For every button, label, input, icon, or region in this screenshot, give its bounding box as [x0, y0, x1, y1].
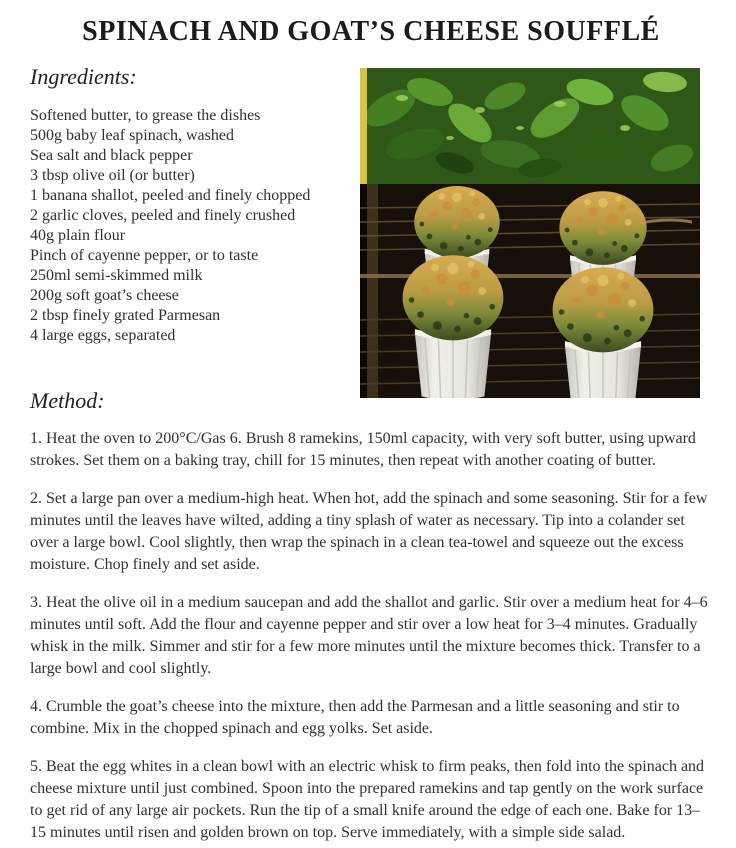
ingredients-and-photo-row — [30, 64, 712, 398]
method-step-3: 3. Heat the olive oil in a medium saucepan and add the shallot and garlic. Stir over a medium heat for 4–6 minutes until soft. Add the flour and cayenne pepper and stir over a low heat for 3–4 minutes. Gradually whisk in the milk. Simmer and stir for a few more minutes until the mixture becomes thick. Transfer to a large bowl and cool slightly. — [30, 594, 708, 677]
ingredient-item: 3 tbsp olive oil (or butter) — [30, 167, 195, 184]
ingredients-list — [30, 106, 360, 346]
ingredient-item: 40g plain flour — [30, 227, 126, 244]
ingredient-item: 2 garlic cloves, peeled and finely crushed — [30, 207, 296, 224]
method-step-5: 5. Beat the egg whites in a clean bowl with an electric whisk to firm peaks, then fold into the spinach and cheese mixture until just combined. Spoon into the prepared ramekins and tap gently on the work surface to get rid of any large air pockets. Run the tip of a small knife around the edge of each one. Bake for 13–15 minutes until risen and golden brown on top. Serve immediately, with a simple side salad. — [30, 758, 705, 841]
ingredient-item: 500g baby leaf spinach, washed — [30, 127, 234, 144]
method-step-1: 1. Heat the oven to 200°C/Gas 6. Brush 8 ramekins, 150ml capacity, with very soft butter, using upward strokes. Set them on a baking tray, chill for 15 minutes, then repeat with another coating of butter. — [30, 430, 696, 469]
method-section — [30, 428, 712, 844]
method-step-4: 4. Crumble the goat’s cheese into the mixture, then add the Parmesan and a little seasoning and stir to combine. Mix in the chopped spinach and egg yolks. Set aside. — [30, 698, 680, 737]
ingredient-item: 4 large eggs, separated — [30, 327, 176, 344]
ingredients-heading: Ingredients: — [30, 64, 137, 89]
ingredient-item: 1 banana shallot, peeled and finely chopped — [30, 187, 311, 204]
page-title: SPINACH AND GOAT’S CHEESE SOUFFLÉ — [82, 16, 660, 47]
method-step-2: 2. Set a large pan over a medium-high heat. When hot, add the spinach and some seasoning. Stir for a few minutes until the leaves have wilted, adding a tiny splash of water as necessary. Tip into a colander set over a large bowl. Cool slightly, then wrap the spinach in a clean tea-towel and squeeze out the excess moisture. Chop finely and set aside. — [30, 490, 708, 573]
ingredient-item: 200g soft goat’s cheese — [30, 287, 179, 304]
souffles-in-oven-photo — [360, 68, 700, 398]
ingredient-item: Softened butter, to grease the dishes — [30, 107, 261, 124]
ingredient-item: Sea salt and black pepper — [30, 147, 193, 164]
ingredient-item: Pinch of cayenne pepper, or to taste — [30, 247, 259, 264]
ingredient-item: 250ml semi-skimmed milk — [30, 267, 203, 284]
method-heading: Method: — [30, 388, 105, 413]
ingredient-item: 2 tbsp finely grated Parmesan — [30, 307, 221, 324]
ingredients-section — [30, 64, 360, 346]
